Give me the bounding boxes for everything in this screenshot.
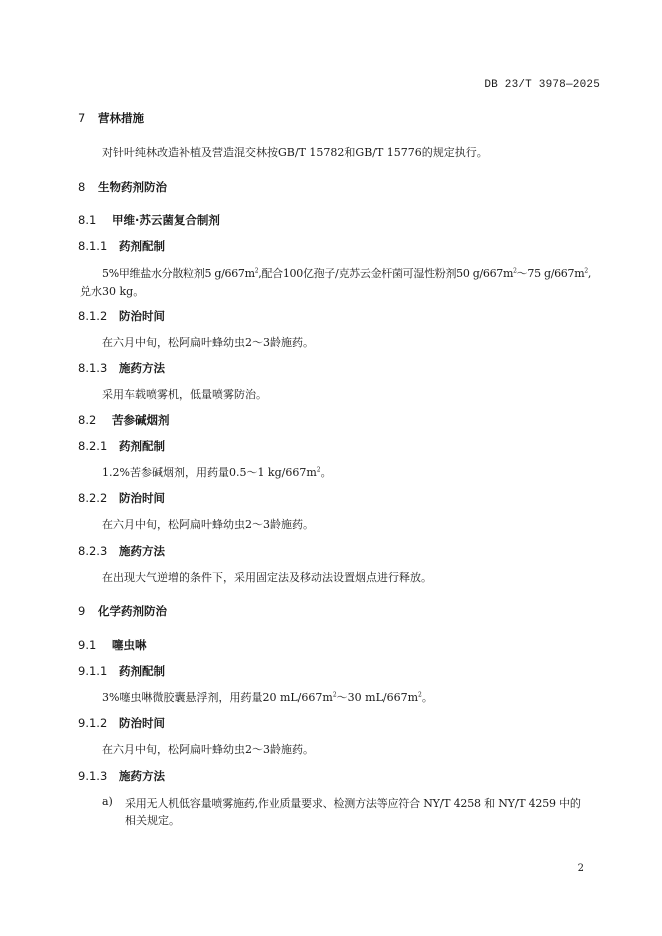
section-title: 防治时间 [119,309,165,323]
section-number: 9.1 [78,638,97,652]
section-8-heading [78,179,167,195]
paragraph: 在出现大气逆增的条件下，采用固定法及移动法设置烟点进行释放。 [102,571,432,584]
section-number: 8.2.2 [78,491,108,505]
section-8-2-1-heading [78,438,165,454]
page-number: 2 [577,863,584,874]
section-title: 噻虫啉 [112,638,147,652]
section-title: 施药方法 [119,544,165,558]
section-title: 苦参碱烟剂 [112,413,170,427]
section-title: 化学药剂防治 [98,604,167,618]
section-number: 9.1.3 [78,769,108,783]
list-item-marker: a) [102,795,113,808]
section-title: 施药方法 [119,361,165,375]
paragraph: 采用车载喷雾机，低量喷雾防治。 [102,388,267,401]
document-code: DB 23/T 3978—2025 [484,79,600,91]
section-number: 8.1 [78,213,97,227]
section-title: 防治时间 [119,716,165,730]
paragraph: 对针叶纯林改造补植及营造混交林按GB/T 15782和GB/T 15776的规定执行。 [102,146,488,159]
paragraph: 在六月中旬，松阿扁叶蜂幼虫2～3龄施药。 [102,336,314,349]
section-title: 甲维·苏云菌复合制剂 [112,213,220,227]
section-number: 7 [78,111,86,125]
section-number: 8.2.3 [78,544,108,558]
paragraph: 1.2%苦参碱烟剂，用药量0.5～1 $kg/667m^2$。 [102,466,332,479]
section-8-2-heading [78,412,170,428]
section-title: 施药方法 [119,769,165,783]
section-title: 药剂配制 [119,664,165,678]
section-8-1-1-heading [78,238,165,254]
section-title: 防治时间 [119,491,165,505]
section-number: 9.1.2 [78,716,108,730]
paragraph: 3%噻虫啉微胶囊悬浮剂，用药量20 $mL/667m^2\sim 30$ $mL/667m^2$。 [102,691,433,704]
section-number: 9.1.1 [78,664,108,678]
section-8-1-2-heading [78,308,165,324]
section-title: 营林措施 [98,111,144,125]
section-number: 8.1.3 [78,361,108,375]
section-number: 8.2.1 [78,439,108,453]
section-title: 药剂配制 [119,239,165,253]
section-title: 药剂配制 [119,439,165,453]
list-item-text: 采用无人机低容量喷雾施药,作业质量要求、检测方法等应符合 NY/T 4258 和 NY/T 4259 中的 [125,797,581,810]
paragraph: 在六月中旬，松阿扁叶蜂幼虫2～3龄施药。 [102,518,314,531]
section-title: 生物药剂防治 [98,180,167,194]
section-8-1-heading [78,212,220,228]
paragraph: 5%甲维盐水分散粒剂5 $g/667m^2$,配合100亿孢子/克苏云金杆菌可湿性粉剂50 $g/667m^2\sim 75$ $g/667m^2$, [102,267,592,280]
section-9-heading [78,603,167,619]
section-8-2-2-heading [78,490,165,506]
section-number: 8 [78,180,86,194]
section-number: 8.1.2 [78,309,108,323]
section-9-1-3-heading [78,768,165,784]
section-7-heading [78,110,144,126]
section-8-2-3-heading [78,543,165,559]
section-8-1-3-heading [78,360,165,376]
section-9-1-2-heading [78,715,165,731]
section-9-1-heading [78,637,147,653]
section-number: 8.1.1 [78,239,108,253]
paragraph-continuation: 兑水30 kg。 [80,285,145,298]
section-9-1-1-heading [78,663,165,679]
paragraph: 在六月中旬，松阿扁叶蜂幼虫2～3龄施药。 [102,743,314,756]
section-number: 9 [78,604,86,618]
list-item-text-continuation: 相关规定。 [125,814,180,827]
section-number: 8.2 [78,413,97,427]
